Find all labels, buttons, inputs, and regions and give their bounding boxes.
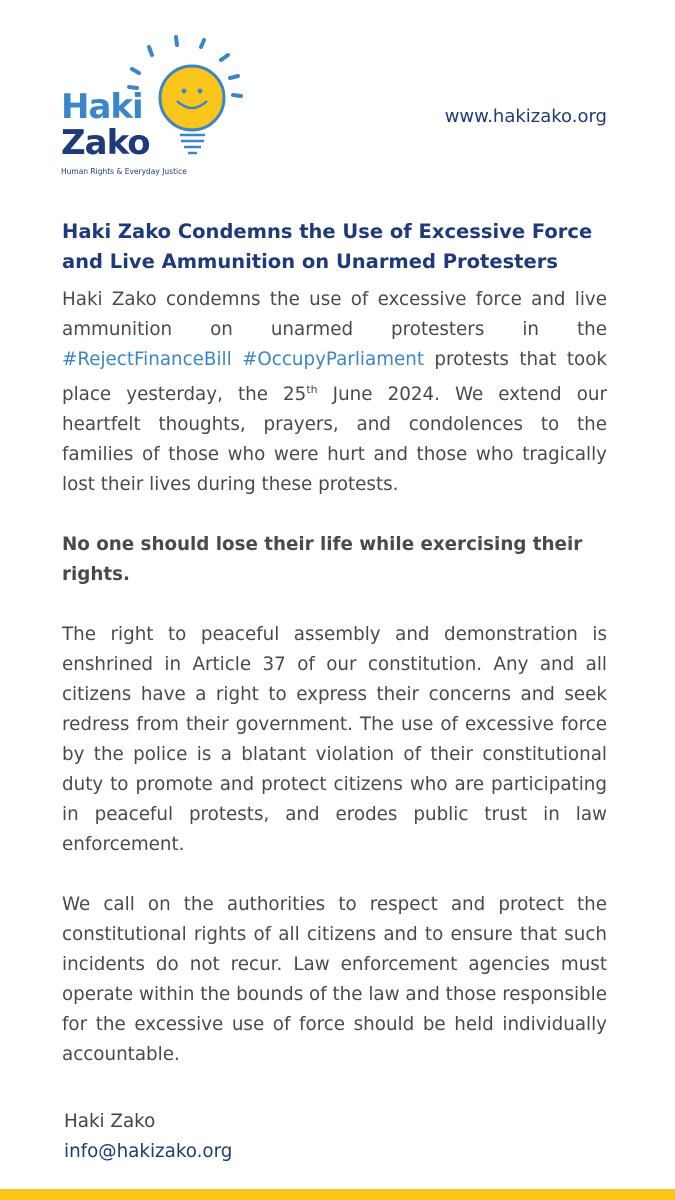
website-link[interactable]: www.hakizako.org: [444, 106, 607, 127]
paragraph-1: Haki Zako condemns the use of excessive force and live ammunition on unarmed protesters in the #RejectFinanceBill #OccupyParliament protests that took place yesterday, the 25th June 2024. We extend our heartfelt thoughts, prayers, and condolences to the families of those who were hurt and those who tragically lost their lives during these protests.: [62, 289, 607, 496]
statement-body: [62, 217, 607, 1070]
paragraph-3: We call on the authorities to respect and protect the constitutional rights of all citizens and to ensure that such incidents do not recur. Law enforcement agencies must operate within the bounds of the law and those responsible for the excessive use of force should be held individually accountable.: [62, 894, 607, 1066]
signature: [64, 1107, 232, 1167]
contact-email[interactable]: info@hakizako.org: [64, 1141, 233, 1162]
bold-statement: No one should lose their life while exercising their rights.: [62, 534, 583, 586]
signature-name: Haki Zako: [64, 1111, 156, 1132]
footer-bar: [0, 1189, 675, 1200]
hashtags[interactable]: #RejectFinanceBill #OccupyParliament: [62, 349, 425, 370]
logo-tagline: Human Rights & Everyday Justice: [61, 167, 187, 176]
statement-title: Haki Zako Condemns the Use of Excessive Force and Live Ammunition on Unarmed Protesters: [62, 220, 593, 273]
haki-zako-logo: Haki Zako Human Rights & Everyday Justice: [55, 35, 255, 180]
paragraph-2: The right to peaceful assembly and demonstration is enshrined in Article 37 of our constitution. Any and all citizens have a right to express their concerns and seek redress from their government. The use of excessive force by the police is a blatant violation of their constitutional duty to promote and protect citizens who are participating in peaceful protests, and erodes public trust in law enforcement.: [62, 624, 607, 856]
